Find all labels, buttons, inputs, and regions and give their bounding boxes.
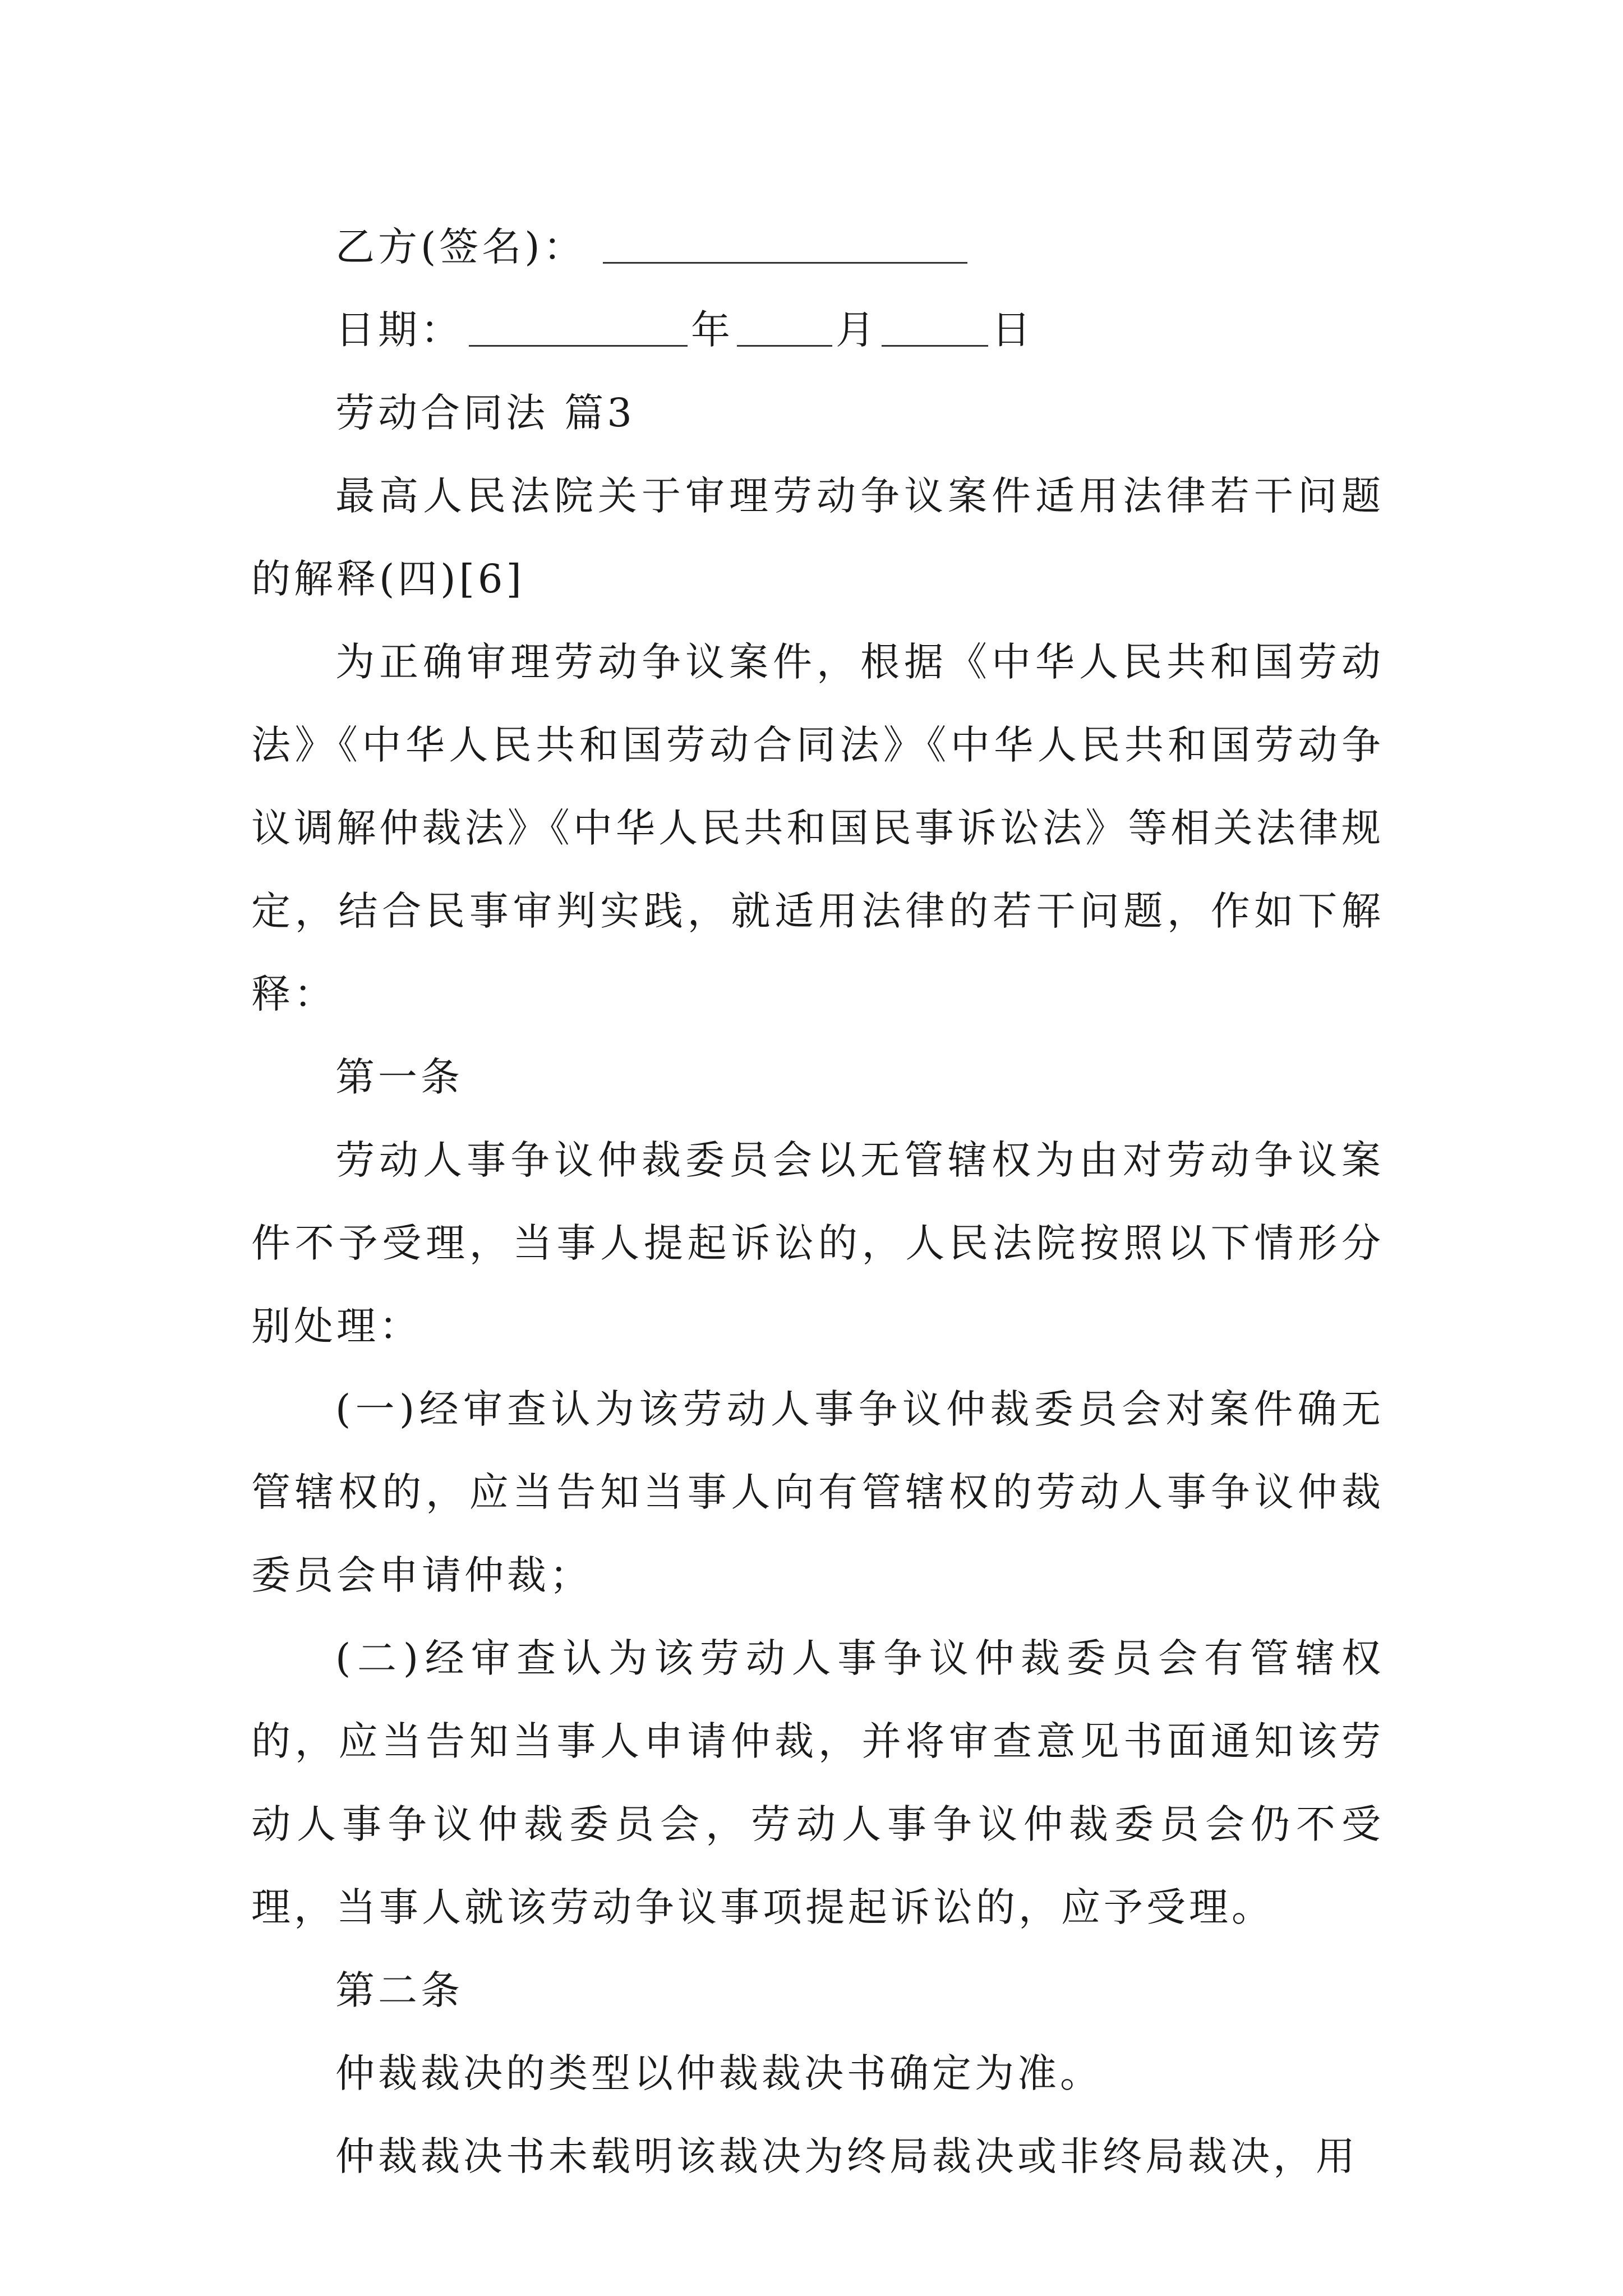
article-2-body: 仲裁裁决的类型以仲裁裁决书确定为准。 xyxy=(335,2050,1103,2096)
year-label: 年 xyxy=(691,307,734,353)
article-2-heading: 第二条 xyxy=(335,1967,463,2013)
signature-blank xyxy=(603,223,967,264)
document-body xyxy=(251,205,1384,2198)
date-line xyxy=(251,288,1384,371)
article-1-body: 劳动人事争议仲裁委员会以无管辖权为由对劳动争议案件不予受理，当事人提起诉讼的，人民法院按照以下情形分别处理： xyxy=(251,1137,1384,1349)
article-2-continued: 仲裁裁决书未载明该裁决为终局裁决或非终局裁决，用 xyxy=(335,2133,1358,2179)
day-blank xyxy=(882,306,988,347)
year-blank xyxy=(469,306,688,347)
article-1-heading: 第一条 xyxy=(335,1054,463,1100)
preamble-paragraph: 为正确审理劳动争议案件，根据《中华人民共和国劳动法》《中华人民共和国劳动合同法》《中华人民共和国劳动争议调解仲裁法》《中华人民共和国民事诉讼法》等相关法律规定，结合民事审判实践，就适用法律的若干问题，作如下解释： xyxy=(251,639,1384,1017)
party-b-label: 乙方(签名)： xyxy=(335,224,586,270)
article-1-item-1: (一)经审查认为该劳动人事争议仲裁委员会对案件确无管辖权的，应当告知当事人向有管辖权的劳动人事争议仲裁委员会申请仲裁； xyxy=(251,1386,1384,1598)
section-heading: 劳动合同法 篇3 xyxy=(335,390,635,436)
article-1-item-2: (二)经审查认为该劳动人事争议仲裁委员会有管辖权的，应当告知当事人申请仲裁，并将审查意见书面通知该劳动人事争议仲裁委员会，劳动人事争议仲裁委员会仍不受理，当事人就该劳动争议事项提起诉讼的，应予受理。 xyxy=(251,1635,1384,1930)
month-label: 月 xyxy=(836,307,878,353)
date-label: 日期： xyxy=(335,307,463,353)
party-b-signature-line xyxy=(251,205,1384,288)
day-label: 日 xyxy=(992,307,1034,353)
document-title-paragraph: 最高人民法院关于审理劳动争议案件适用法律若干问题的解释(四)[6] xyxy=(251,473,1384,602)
month-blank xyxy=(737,306,832,347)
